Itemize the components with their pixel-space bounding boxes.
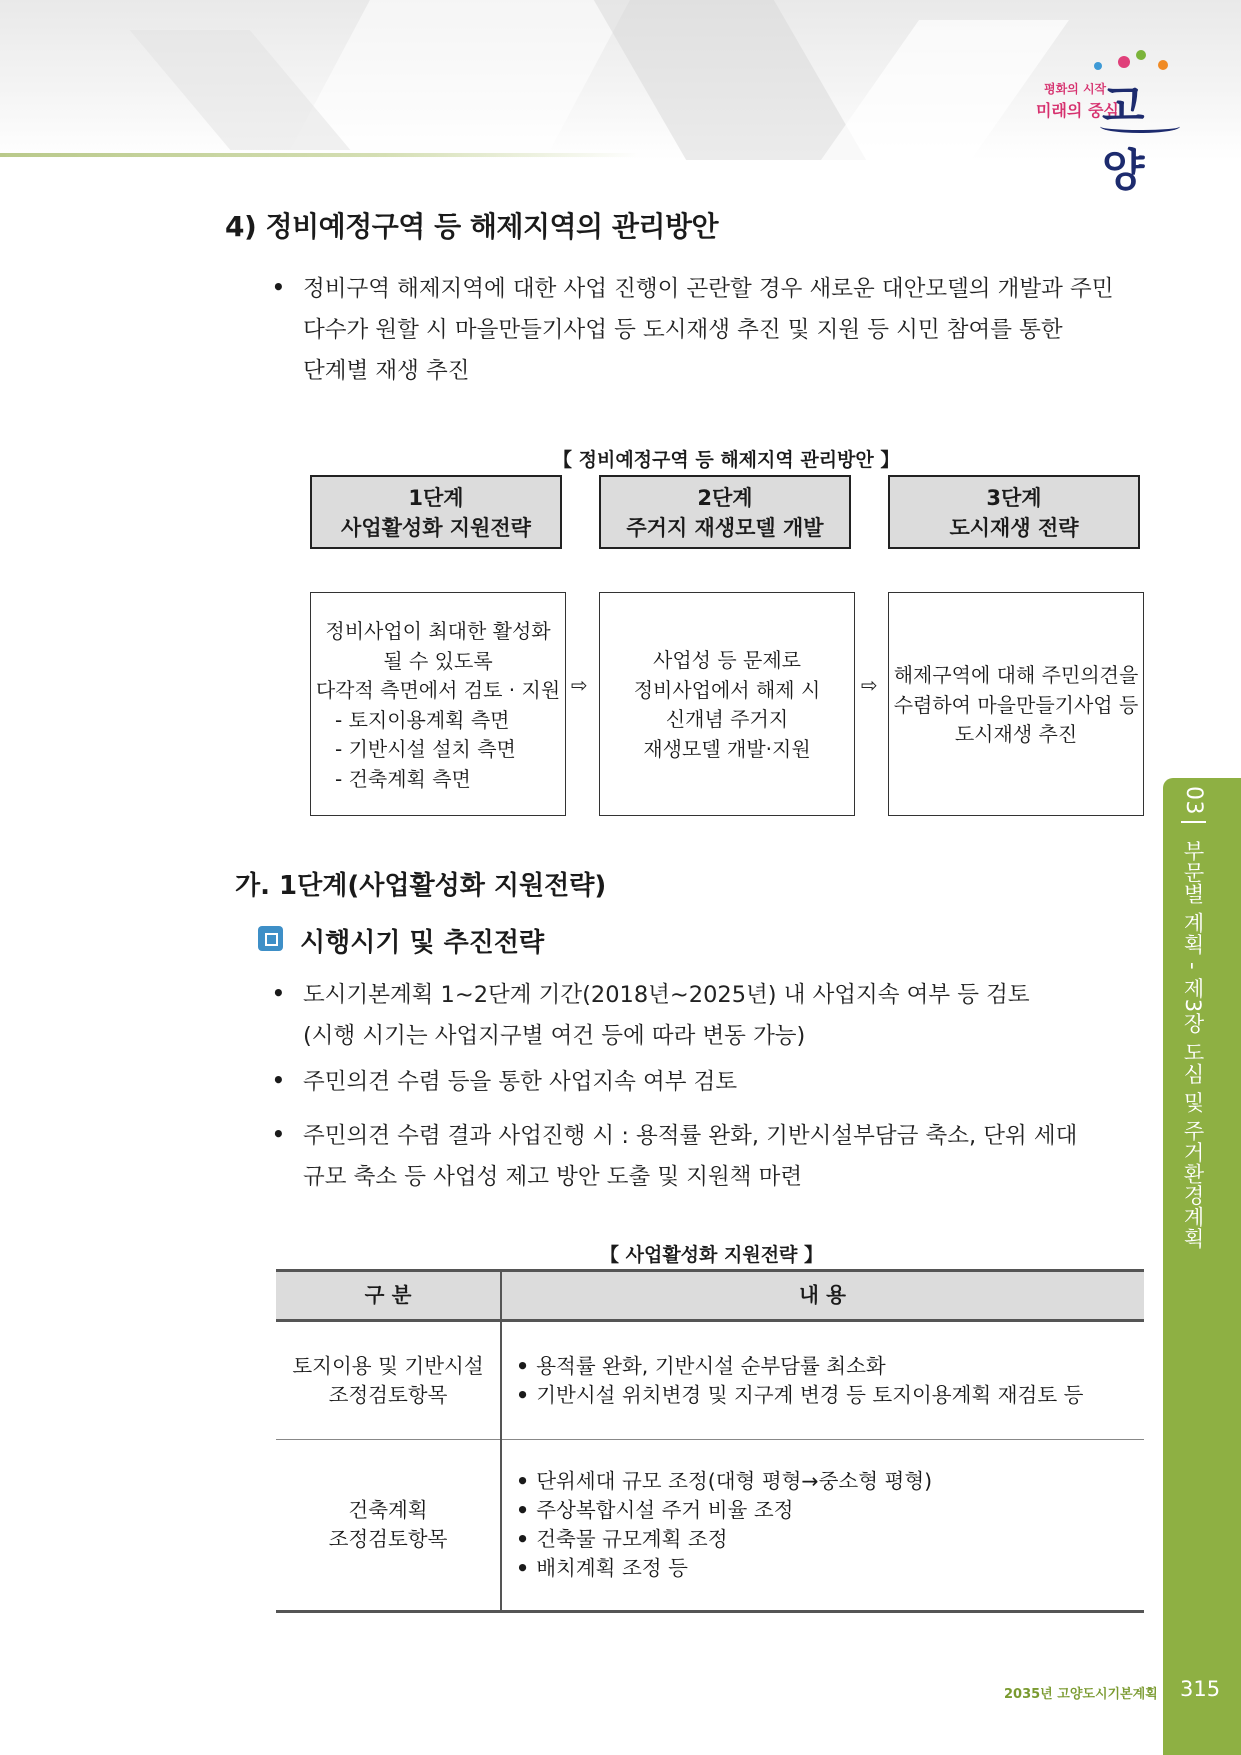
stage-description-1 [310,592,566,816]
intro-line: 정비구역 해제지역에 대한 사업 진행이 곤란할 경우 새로운 대안모델의 개발과 주민 [303,276,1114,302]
arrow-right-icon: ⇨ [861,673,878,697]
bullet-line: 규모 축소 등 사업성 제고 방안 도출 및 지원책 마련 [303,1164,803,1190]
table-cell-category [276,1440,501,1612]
logo-slogan-1: 평화의 시작 [1044,82,1107,96]
table-row [276,1321,1144,1440]
table-caption: 【 사업활성화 지원전략 】 [600,1244,824,1266]
desc-line: - 토지이용계획 측면 [335,707,510,732]
flower-icon [1158,60,1168,70]
category-line: 토지이용 및 기반시설 [292,1353,484,1378]
desc-line: 다각적 측면에서 검토 · 지원 [315,678,561,702]
table-header-row [276,1271,1144,1321]
stage-name: 도시재생 전략 [949,516,1079,540]
chapter-side-label [1168,786,1208,1250]
bullet-text-1 [303,975,1030,1057]
leaf-icon [1136,50,1146,60]
desc-line: 될 수 있도록 [383,648,493,673]
stage-box-2 [599,475,851,549]
desc-line: 도시재생 추진 [954,722,1078,746]
stage-description-3 [888,592,1144,816]
desc-line: 정비사업에서 해제 시 [633,677,821,702]
category-line: 조정검토항목 [328,1527,448,1551]
square-bullet-icon [258,926,283,951]
list-item: • 주상복합시설 주거 비율 조정 [516,1496,1143,1525]
list-item: • 단위세대 규모 조정(대형 평형→중소형 평형) [516,1467,1143,1496]
arrow-right-icon: ⇨ [571,673,588,697]
desc-line: 수렴하여 마을만들기사업 등 [893,692,1139,717]
category-line: 조정검토항목 [328,1382,448,1407]
bullet-dot: • [272,275,285,299]
bullet-text-2 [303,1062,737,1103]
subsection-title: 가. 1단계(사업활성화 지원전략) [235,871,607,901]
bullet-dot: • [272,981,285,1005]
chapter-number: 03 [1181,786,1206,823]
bird-icon [1094,62,1102,70]
subsubsection-title: 시행시기 및 추진전략 [300,928,545,958]
logo-slogan-2: 미래의 중심 [1036,101,1119,120]
table-cell-category [276,1321,501,1440]
bullet-dot: • [272,1122,285,1146]
table-header: 내 용 [501,1271,1144,1321]
intro-line: 다수가 원할 시 마을만들기사업 등 도시재생 추진 및 지원 등 시민 참여를 통한 [303,317,1063,343]
stage-name: 주거지 재생모델 개발 [626,516,824,540]
stage-description-2 [599,592,855,816]
category-line: 건축계획 [348,1498,428,1522]
header-rule [0,153,640,157]
desc-line: 정비사업이 최대한 활성화 [325,619,551,643]
list-item: • 배치계획 조정 등 [516,1554,1143,1583]
page-number: 315 [1180,1677,1221,1701]
footer-doc-title: 2035년 고양도시기본계획 [1004,1687,1158,1702]
desc-line: 해제구역에 대해 주민의견을 [893,663,1139,687]
table-cell-content [501,1440,1144,1612]
logo-swoosh [1100,120,1180,133]
desc-line: - 건축계획 측면 [335,766,471,791]
table-cell-content [501,1321,1144,1440]
stage-name: 사업활성화 지원전략 [341,516,531,540]
logo-name: 고양 [1102,81,1143,196]
bullet-line: (시행 시기는 사업지구별 여건 등에 따라 변동 가능) [303,1023,806,1049]
list-item: • 용적률 완화, 기반시설 순부담률 최소화 [516,1352,1143,1381]
bullet-dot: • [272,1068,285,1092]
bullet-text-3 [303,1116,1077,1198]
flower-icon [1118,56,1130,68]
bullet-line: 주민의견 수렴 등을 통한 사업지속 여부 검토 [303,1069,738,1095]
desc-line: 신개념 주거지 [665,707,789,731]
list-item: • 건축물 규모계획 조정 [516,1525,1143,1554]
intro-line: 단계별 재생 추진 [303,358,470,384]
intro-paragraph [303,269,1143,392]
goyang-logo [1030,50,1180,196]
bullet-line: 도시기본계획 1~2단계 기간(2018년~2025년) 내 사업지속 여부 등 검토 [303,982,1030,1008]
strategy-table [276,1269,1144,1613]
section-title: 4) 정비예정구역 등 해제지역의 관리방안 [225,210,719,243]
diagram-caption: 【 정비예정구역 등 해제지역 관리방안 】 [553,449,900,471]
list-item: • 기반시설 위치변경 및 지구계 변경 등 토지이용계획 재검토 등 [516,1381,1143,1410]
bullet-line: 주민의견 수렴 결과 사업진행 시 : 용적률 완화, 기반시설부담금 축소, 단위 세대 [303,1123,1078,1149]
stage-step: 3단계 [986,486,1042,510]
stage-step: 1단계 [408,486,464,510]
desc-line: - 기반시설 설치 측면 [335,737,516,761]
desc-line: 재생모델 개발·지원 [643,736,811,761]
stage-box-1 [310,475,562,549]
stage-box-3 [888,475,1140,549]
stage-step: 2단계 [697,486,753,510]
table-row [276,1440,1144,1612]
chapter-title: 부문별 계획 - 제3장 도심 및 주거환경계획 [1181,840,1205,1250]
desc-line: 사업성 등 문제로 [653,648,801,672]
table-header: 구 분 [276,1271,501,1321]
